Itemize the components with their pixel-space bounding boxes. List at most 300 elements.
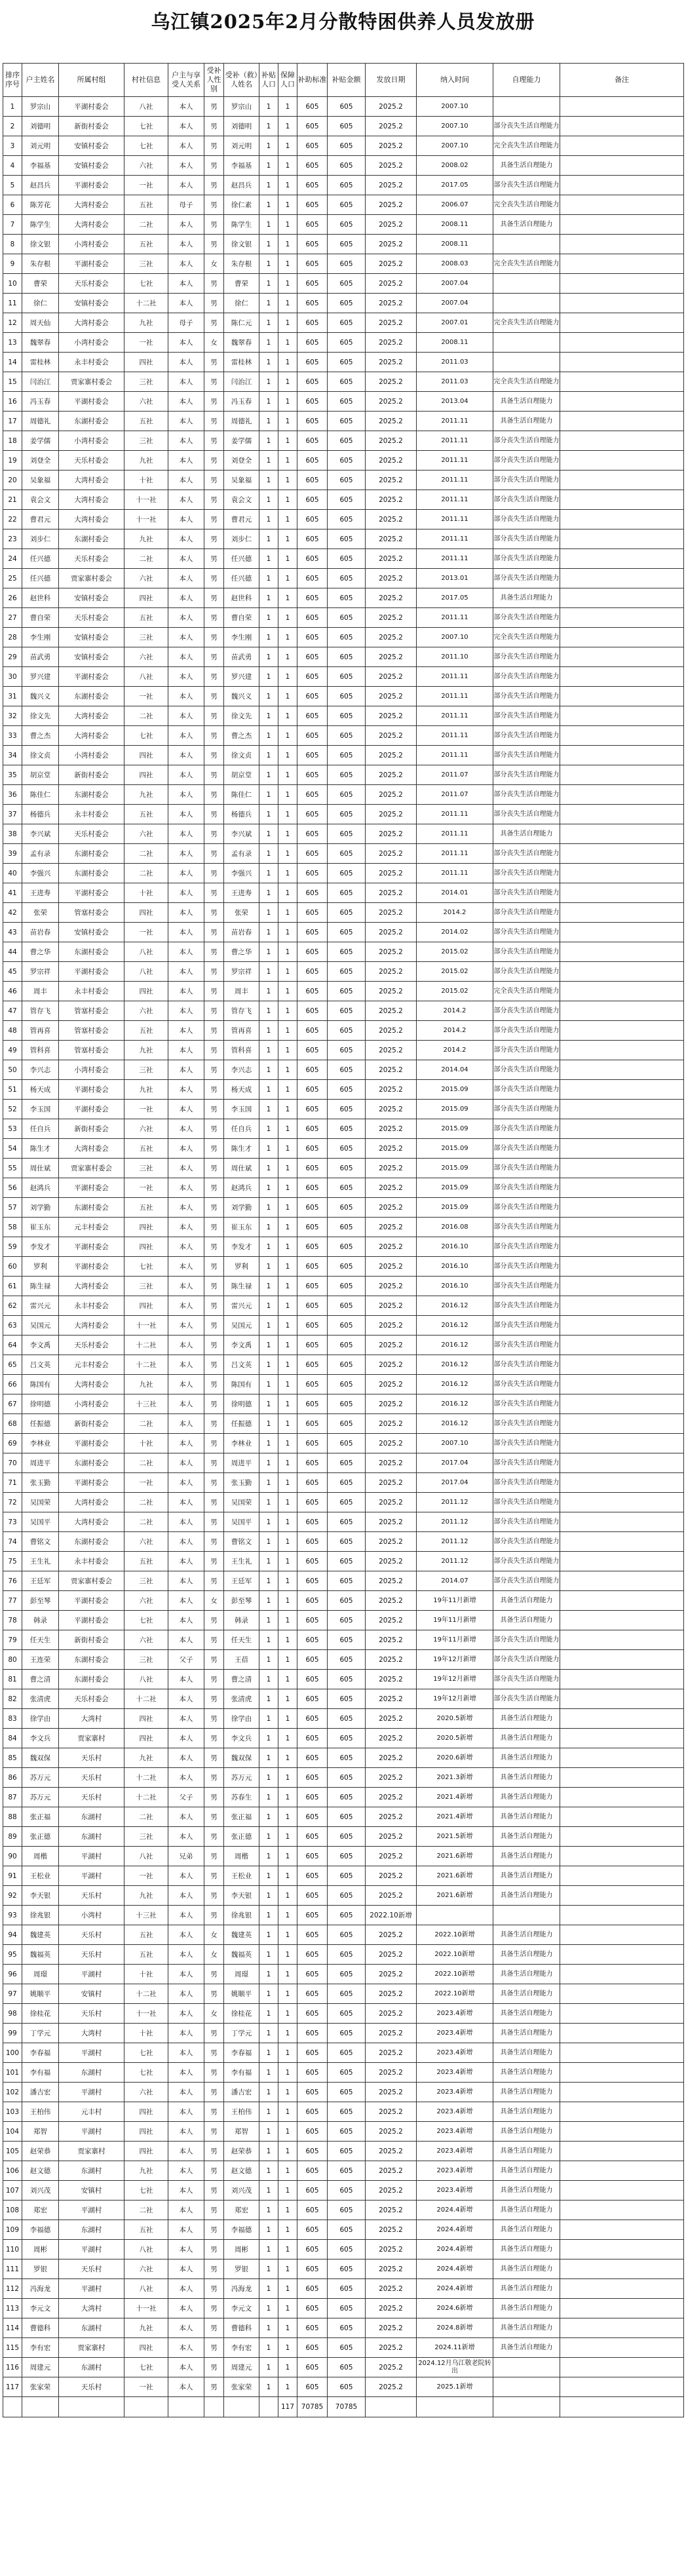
table-cell: 2025.2 xyxy=(366,608,417,628)
table-cell: 刘兴茂 xyxy=(22,2181,59,2201)
table-cell: 7 xyxy=(3,215,22,235)
table-cell: 男 xyxy=(204,1080,224,1100)
table-cell: 605 xyxy=(328,1591,366,1611)
table-cell: 2016.10 xyxy=(417,1277,493,1296)
table-cell: 本人 xyxy=(168,647,204,667)
table-cell: 崔玉东 xyxy=(224,1218,259,1237)
table-cell: 具备生活自理能力 xyxy=(493,1768,560,1788)
table-cell: 2015.09 xyxy=(417,1080,493,1100)
table-cell: 605 xyxy=(328,353,366,372)
table-cell: 605 xyxy=(297,2377,328,2397)
table-cell: 八社 xyxy=(124,1670,168,1689)
table-cell: 2023.4新增 xyxy=(417,2043,493,2063)
table-cell: 部分丧失生活自理能力 xyxy=(493,176,560,195)
table-cell: 605 xyxy=(297,588,328,608)
table-cell: 贾家寨村委会 xyxy=(59,372,124,392)
table-cell: 徐文先 xyxy=(22,706,59,726)
table-row xyxy=(3,156,684,176)
table-cell: 男 xyxy=(204,1847,224,1866)
table-cell: 605 xyxy=(328,1453,366,1473)
table-cell: 1 xyxy=(278,1827,297,1847)
table-cell: 605 xyxy=(297,1807,328,1827)
table-cell: 605 xyxy=(328,785,366,805)
table-cell xyxy=(560,1001,684,1021)
table-cell: 1 xyxy=(259,1689,278,1709)
table-cell: 陈生禄 xyxy=(224,1277,259,1296)
table-cell: 本人 xyxy=(168,2004,204,2024)
table-cell: 605 xyxy=(297,2201,328,2220)
table-cell: 605 xyxy=(328,1571,366,1591)
table-cell: 任自兵 xyxy=(224,1119,259,1139)
table-cell: 2016.12 xyxy=(417,1394,493,1414)
table-cell: 部分丧失生活自理能力 xyxy=(493,667,560,687)
table-cell: 周璟 xyxy=(22,1965,59,1984)
table-cell: 2025.2 xyxy=(366,1493,417,1512)
table-cell: 部分丧失生活自理能力 xyxy=(493,942,560,962)
table-cell: 张正德 xyxy=(224,1827,259,1847)
table-cell: 二社 xyxy=(124,1493,168,1512)
table-cell: 天乐村 xyxy=(59,2259,124,2279)
table-row xyxy=(3,923,684,942)
table-cell: 元丰村委会 xyxy=(59,1355,124,1375)
table-cell: 男 xyxy=(204,490,224,510)
table-row xyxy=(3,431,684,451)
table-cell: 2025.2 xyxy=(366,1394,417,1414)
table-cell: 1 xyxy=(259,726,278,746)
table-cell: 雷桂林 xyxy=(224,353,259,372)
table-cell: 周德礼 xyxy=(22,412,59,431)
table-cell: 一社 xyxy=(124,687,168,706)
table-cell: 2014.2 xyxy=(417,1041,493,1060)
table-cell: 六社 xyxy=(124,2083,168,2102)
table-cell: 陈芳花 xyxy=(22,195,59,215)
table-cell: 本人 xyxy=(168,1729,204,1748)
table-cell: 2017.05 xyxy=(417,176,493,195)
table-cell: 具备生活自理能力 xyxy=(493,412,560,431)
table-cell: 男 xyxy=(204,1434,224,1453)
table-cell: 605 xyxy=(328,1178,366,1198)
table-cell: 46 xyxy=(3,982,22,1001)
table-cell: 63 xyxy=(3,1316,22,1336)
table-cell: 2014.01 xyxy=(417,883,493,903)
table-cell xyxy=(560,1847,684,1866)
table-cell: 九社 xyxy=(124,1748,168,1768)
table-cell: 1 xyxy=(278,294,297,313)
table-cell: 605 xyxy=(297,608,328,628)
table-cell: 安镇村委会 xyxy=(59,588,124,608)
table-cell: 五社 xyxy=(124,412,168,431)
table-cell: 具备生活自理能力 xyxy=(493,1788,560,1807)
col-header: 保障人口 xyxy=(278,64,297,97)
table-cell: 605 xyxy=(297,97,328,117)
table-cell: 1 xyxy=(259,844,278,864)
table-cell: 1 xyxy=(278,2259,297,2279)
table-cell: 1 xyxy=(259,1178,278,1198)
table-cell: 1 xyxy=(259,1709,278,1729)
table-cell: 赵荣恭 xyxy=(224,2142,259,2161)
table-cell: 2023.4新增 xyxy=(417,2004,493,2024)
table-cell: 1 xyxy=(259,1453,278,1473)
table-row xyxy=(3,451,684,471)
table-cell: 605 xyxy=(328,2279,366,2299)
table-cell: 605 xyxy=(328,529,366,549)
col-header: 受补（救）人姓名 xyxy=(224,64,259,97)
table-cell: 1 xyxy=(259,1119,278,1139)
table-cell: 男 xyxy=(204,628,224,647)
table-cell: 具备生活自理能力 xyxy=(493,824,560,844)
table-cell: 605 xyxy=(328,235,366,254)
table-row xyxy=(3,1827,684,1847)
table-cell: 605 xyxy=(297,1414,328,1434)
table-cell: 605 xyxy=(297,883,328,903)
table-cell: 本人 xyxy=(168,628,204,647)
table-cell: 2025.2 xyxy=(366,1060,417,1080)
table-cell: 1 xyxy=(259,942,278,962)
table-cell: 本人 xyxy=(168,942,204,962)
table-cell: 31 xyxy=(3,687,22,706)
table-cell: 本人 xyxy=(168,608,204,628)
table-cell: 605 xyxy=(328,254,366,274)
table-cell: 605 xyxy=(297,962,328,982)
table-cell: 男 xyxy=(204,392,224,412)
table-cell: 新街村委会 xyxy=(59,765,124,785)
table-cell xyxy=(560,962,684,982)
table-cell: 1 xyxy=(259,569,278,588)
table-cell: 男 xyxy=(204,588,224,608)
table-cell: 部分丧失生活自理能力 xyxy=(493,1493,560,1512)
table-cell: 2025.2 xyxy=(366,667,417,687)
table-cell: 605 xyxy=(297,2043,328,2063)
table-cell: 32 xyxy=(3,706,22,726)
table-cell: 徐文贞 xyxy=(224,746,259,765)
table-cell: 2015.09 xyxy=(417,1198,493,1218)
table-cell: 任兴德 xyxy=(224,549,259,569)
table-cell: 2007.10 xyxy=(417,136,493,156)
table-cell: 元丰村 xyxy=(59,2102,124,2122)
table-cell: 1 xyxy=(278,2043,297,2063)
table-cell: 贾家寨村委会 xyxy=(59,1159,124,1178)
table-cell: 部分丧失生活自理能力 xyxy=(493,1178,560,1198)
table-cell: 2025.2 xyxy=(366,274,417,294)
table-cell: 二社 xyxy=(124,2201,168,2220)
table-cell: 男 xyxy=(204,667,224,687)
table-cell: 105 xyxy=(3,2142,22,2161)
table-row xyxy=(3,1886,684,1906)
table-cell: 2025.2 xyxy=(366,1925,417,1945)
table-cell: 2008.11 xyxy=(417,215,493,235)
table-row xyxy=(3,1788,684,1807)
table-cell: 吕文英 xyxy=(22,1355,59,1375)
table-cell: 平湖村委会 xyxy=(59,1178,124,1198)
table-cell: 1 xyxy=(278,2083,297,2102)
table-cell: 男 xyxy=(204,1041,224,1060)
table-cell: 1 xyxy=(278,942,297,962)
table-cell: 1 xyxy=(259,746,278,765)
table-row xyxy=(3,1611,684,1630)
table-cell xyxy=(560,2043,684,2063)
table-cell xyxy=(560,2377,684,2397)
table-row xyxy=(3,2122,684,2142)
table-cell: 三社 xyxy=(124,1571,168,1591)
table-cell: 80 xyxy=(3,1650,22,1670)
col-header: 自理能力 xyxy=(493,64,560,97)
table-cell: 605 xyxy=(297,254,328,274)
table-cell: 天乐村 xyxy=(59,1768,124,1788)
table-row xyxy=(3,765,684,785)
table-cell: 2015.09 xyxy=(417,1159,493,1178)
table-cell: 605 xyxy=(297,156,328,176)
table-cell: 男 xyxy=(204,1021,224,1041)
table-cell: 五社 xyxy=(124,1198,168,1218)
table-cell: 本人 xyxy=(168,1159,204,1178)
table-cell: 男 xyxy=(204,274,224,294)
table-cell: 平湖村委会 xyxy=(59,1473,124,1493)
table-cell xyxy=(560,903,684,923)
table-row xyxy=(3,2102,684,2122)
table-cell: 七社 xyxy=(124,274,168,294)
table-cell: 605 xyxy=(297,746,328,765)
table-cell: 部分丧失生活自理能力 xyxy=(493,1512,560,1532)
table-cell: 六社 xyxy=(124,824,168,844)
table-cell: 2025.2 xyxy=(366,549,417,569)
table-cell: 605 xyxy=(328,2299,366,2318)
table-cell: 1 xyxy=(278,1041,297,1060)
table-row xyxy=(3,1709,684,1729)
table-cell: 605 xyxy=(328,1316,366,1336)
table-cell: 大湾村委会 xyxy=(59,1277,124,1296)
table-cell: 605 xyxy=(328,372,366,392)
table-cell: 1 xyxy=(278,903,297,923)
table-cell: 1 xyxy=(278,1729,297,1748)
table-cell: 1 xyxy=(259,824,278,844)
table-cell: 天乐村委会 xyxy=(59,549,124,569)
table-cell: 苗武勇 xyxy=(224,647,259,667)
table-cell: 1 xyxy=(259,1611,278,1630)
table-cell: 大湾村委会 xyxy=(59,215,124,235)
table-cell: 彭至琴 xyxy=(224,1591,259,1611)
table-cell: 九社 xyxy=(124,2318,168,2338)
table-cell: 2025.2 xyxy=(366,254,417,274)
table-cell: 605 xyxy=(328,2318,366,2338)
table-cell: 1 xyxy=(259,1316,278,1336)
table-cell: 男 xyxy=(204,1493,224,1512)
table-cell: 50 xyxy=(3,1060,22,1080)
table-cell: 部分丧失生活自理能力 xyxy=(493,1434,560,1453)
table-cell: 部分丧失生活自理能力 xyxy=(493,1237,560,1257)
table-cell: 具备生活自理能力 xyxy=(493,1847,560,1866)
table-cell: 新街村委会 xyxy=(59,1630,124,1650)
table-cell: 部分丧失生活自理能力 xyxy=(493,1296,560,1316)
table-cell: 男 xyxy=(204,1001,224,1021)
table-cell xyxy=(560,667,684,687)
table-cell: 陈国有 xyxy=(224,1375,259,1394)
table-cell: 杨德兵 xyxy=(22,805,59,824)
table-cell: 苗岩春 xyxy=(224,923,259,942)
table-cell: 魏兴义 xyxy=(224,687,259,706)
table-cell: 1 xyxy=(259,2299,278,2318)
table-cell: 平湖村委会 xyxy=(59,392,124,412)
table-cell: 9 xyxy=(3,254,22,274)
table-cell: 任自兵 xyxy=(22,1119,59,1139)
table-cell: 605 xyxy=(328,2122,366,2142)
table-cell: 2025.2 xyxy=(366,1807,417,1827)
table-cell: 李发才 xyxy=(22,1237,59,1257)
table-cell: 605 xyxy=(297,195,328,215)
table-cell: 1 xyxy=(278,844,297,864)
table-cell: 六社 xyxy=(124,1532,168,1552)
table-cell: 605 xyxy=(328,962,366,982)
table-cell: 四社 xyxy=(124,1237,168,1257)
table-cell: 二社 xyxy=(124,549,168,569)
table-cell xyxy=(560,1434,684,1453)
table-row xyxy=(3,1453,684,1473)
table-cell xyxy=(560,883,684,903)
table-cell: 2016.10 xyxy=(417,1257,493,1277)
table-cell: 刘登全 xyxy=(22,451,59,471)
table-cell: 本人 xyxy=(168,353,204,372)
table-cell: 605 xyxy=(328,294,366,313)
table-cell: 75 xyxy=(3,1552,22,1571)
table-cell: 曹之杰 xyxy=(22,726,59,746)
table-cell: 605 xyxy=(297,1689,328,1709)
table-cell: 605 xyxy=(297,1060,328,1080)
table-cell: 1 xyxy=(259,333,278,353)
table-cell: 部分丧失生活自理能力 xyxy=(493,1630,560,1650)
table-cell: 九社 xyxy=(124,1041,168,1060)
table-cell: 1 xyxy=(259,215,278,235)
table-cell: 王蓓 xyxy=(224,1650,259,1670)
table-row xyxy=(3,1670,684,1689)
table-cell: 男 xyxy=(204,1100,224,1119)
table-row xyxy=(3,864,684,883)
table-cell: 1 xyxy=(278,1119,297,1139)
table-cell: 男 xyxy=(204,372,224,392)
table-cell xyxy=(560,549,684,569)
table-cell: 本人 xyxy=(168,1453,204,1473)
table-cell: 一社 xyxy=(124,2377,168,2397)
table-cell xyxy=(560,1198,684,1218)
table-cell: 2025.2 xyxy=(366,1119,417,1139)
table-cell: 605 xyxy=(328,647,366,667)
table-row xyxy=(3,1748,684,1768)
table-cell: 袁会文 xyxy=(224,490,259,510)
table-cell xyxy=(124,2397,168,2417)
table-cell: 1 xyxy=(278,510,297,529)
table-cell xyxy=(560,1670,684,1689)
table-cell: 1 xyxy=(259,2043,278,2063)
table-cell: 闫治江 xyxy=(224,372,259,392)
table-cell: 2011.11 xyxy=(417,608,493,628)
table-cell: 117 xyxy=(3,2377,22,2397)
table-cell: 一社 xyxy=(124,176,168,195)
table-cell: 部分丧失生活自理能力 xyxy=(493,1650,560,1670)
table-cell: 1 xyxy=(278,883,297,903)
table-cell: 99 xyxy=(3,2024,22,2043)
table-row xyxy=(3,687,684,706)
table-cell: 具备生活自理能力 xyxy=(493,2181,560,2201)
table-cell: 2015.02 xyxy=(417,982,493,1001)
table-cell: 小湾村委会 xyxy=(59,1060,124,1080)
table-cell: 1 xyxy=(278,1414,297,1434)
table-cell: 2025.2 xyxy=(366,1670,417,1689)
table-cell: 王柏伟 xyxy=(22,2102,59,2122)
table-cell: 贾家寨村委会 xyxy=(59,569,124,588)
table-cell xyxy=(560,2161,684,2181)
table-cell: 605 xyxy=(297,1434,328,1453)
table-cell: 部分丧失生活自理能力 xyxy=(493,471,560,490)
table-cell: 605 xyxy=(328,2024,366,2043)
table-cell: 男 xyxy=(204,1316,224,1336)
table-cell xyxy=(560,1611,684,1630)
table-cell: 本人 xyxy=(168,1473,204,1493)
table-cell: 605 xyxy=(328,628,366,647)
table-cell: 部分丧失生活自理能力 xyxy=(493,785,560,805)
table-cell: 苏春生 xyxy=(224,1788,259,1807)
table-cell: 1 xyxy=(259,1060,278,1080)
table-row xyxy=(3,785,684,805)
table-cell: 男 xyxy=(204,1689,224,1709)
table-cell: 大湾村委会 xyxy=(59,1139,124,1159)
table-cell: 1 xyxy=(278,195,297,215)
table-cell xyxy=(560,2024,684,2043)
table-cell: 魏翠春 xyxy=(22,333,59,353)
table-cell: 男 xyxy=(204,136,224,156)
table-cell: 苏万元 xyxy=(22,1788,59,1807)
table-cell: 安镇村委会 xyxy=(59,136,124,156)
table-cell: 58 xyxy=(3,1218,22,1237)
table-cell xyxy=(493,97,560,117)
table-cell: 1 xyxy=(278,1060,297,1080)
table-row xyxy=(3,588,684,608)
table-cell: 33 xyxy=(3,726,22,746)
table-cell: 永丰村委会 xyxy=(59,1296,124,1316)
table-cell: 2025.2 xyxy=(366,1886,417,1906)
table-cell: 19 xyxy=(3,451,22,471)
table-cell: 四社 xyxy=(124,765,168,785)
table-row xyxy=(3,824,684,844)
table-cell: 1 xyxy=(259,1965,278,1984)
table-cell: 男 xyxy=(204,1512,224,1532)
table-cell: 张家荣 xyxy=(22,2377,59,2397)
table-cell: 男 xyxy=(204,510,224,529)
table-cell: 1 xyxy=(278,1709,297,1729)
table-cell: 56 xyxy=(3,1178,22,1198)
table-cell: 张玉勤 xyxy=(22,1473,59,1493)
table-cell: 605 xyxy=(297,176,328,195)
table-cell: 1 xyxy=(259,1866,278,1886)
table-cell: 2016.10 xyxy=(417,1237,493,1257)
table-cell: 贾家寨村委会 xyxy=(59,1571,124,1591)
table-cell: 朱存根 xyxy=(22,254,59,274)
table-cell: 1 xyxy=(278,2063,297,2083)
table-cell: 82 xyxy=(3,1689,22,1709)
table-cell: 罗兴建 xyxy=(224,667,259,687)
table-cell: 本人 xyxy=(168,1689,204,1709)
table-cell: 108 xyxy=(3,2201,22,2220)
table-cell xyxy=(560,687,684,706)
table-cell: 罗银 xyxy=(22,2259,59,2279)
table-cell: 605 xyxy=(328,2004,366,2024)
table-cell: 李春福 xyxy=(224,2043,259,2063)
table-cell: 曹之杰 xyxy=(224,726,259,746)
table-cell: 1 xyxy=(278,2338,297,2358)
table-cell: 1 xyxy=(278,490,297,510)
table-cell: 53 xyxy=(3,1119,22,1139)
table-cell xyxy=(560,1689,684,1709)
table-cell: 徐仁素 xyxy=(224,195,259,215)
table-cell: 605 xyxy=(328,1866,366,1886)
table-cell: 2007.10 xyxy=(417,628,493,647)
